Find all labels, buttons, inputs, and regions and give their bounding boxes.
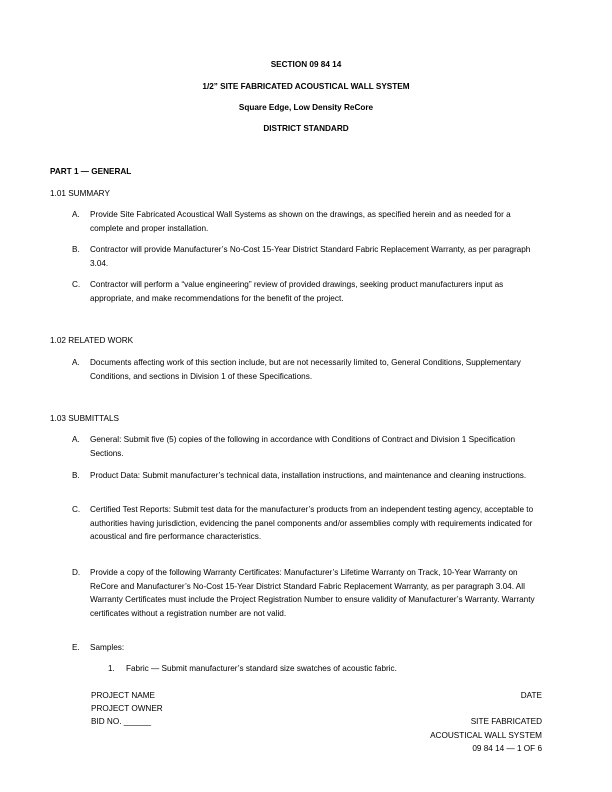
item-text: Provide Site Fabricated Acoustical Wall Systems as shown on the drawings, as specified herein and as needed for a complete and proper installation. bbox=[90, 210, 511, 233]
item-letter: C. bbox=[72, 505, 81, 514]
item-text: Samples: bbox=[90, 643, 125, 652]
item-text: General: Submit five (5) copies of the following in accordance with Conditions of Contract and Division 1 Specification Sections. bbox=[90, 435, 516, 458]
section-heading-summary: 1.01 SUMMARY bbox=[50, 189, 110, 198]
item-text: Provide a copy of the following Warranty Certificates: Manufacturer’s Lifetime Warranty on Track, 10-Year Warranty on ReCore and Manufacturer’s No-Cost 15-Year District Standard Fabric Replacement Warranty, as per paragraph 3.04. All Warranty Certificates must include the Project Registration Number to ensure validity of Manufacturer’s Warranty. Warranty certificates without a registration number are not valid. bbox=[90, 568, 535, 618]
footer-bid-no: BID NO. ______ bbox=[91, 717, 152, 726]
item-letter: A. bbox=[72, 435, 80, 444]
item-letter: C. bbox=[72, 280, 81, 289]
document-subtitle: Square Edge, Low Density ReCore bbox=[238, 103, 374, 112]
sample-number: 1. bbox=[108, 664, 115, 673]
footer-doc-title-line1: SITE FABRICATED bbox=[470, 717, 542, 726]
district-standard: DISTRICT STANDARD bbox=[263, 124, 349, 133]
document-title: 1/2” SITE FABRICATED ACOUSTICAL WALL SYSTEM bbox=[202, 82, 410, 91]
item-text: Documents affecting work of this section include, but are not necessarily limited to, General Conditions, Supplementary Conditions, and sections in Division 1 of these Specifications. bbox=[90, 358, 521, 381]
item-text: Certified Test Reports: Submit test data for the manufacturer’s products from an independent testing agency, acceptable to authorities having jurisdiction, evidencing the panel components and/or assemblies comply with requirements indicated for acoustical and fire performance characteristics. bbox=[90, 505, 534, 541]
footer-project-owner: PROJECT OWNER bbox=[91, 704, 163, 713]
footer-date: DATE bbox=[520, 691, 542, 700]
footer-doc-title-line2: ACOUSTICAL WALL SYSTEM bbox=[430, 731, 542, 740]
section-number: SECTION 09 84 14 bbox=[270, 60, 342, 69]
item-letter: A. bbox=[72, 358, 80, 367]
footer-project-name: PROJECT NAME bbox=[91, 691, 155, 700]
item-letter: E. bbox=[72, 643, 80, 652]
item-letter: B. bbox=[72, 245, 80, 254]
footer-page-number: 09 84 14 — 1 OF 6 bbox=[472, 744, 542, 753]
item-letter: A. bbox=[72, 210, 80, 219]
section-heading-submittals: 1.03 SUBMITTALS bbox=[50, 414, 120, 423]
section-heading-related-work: 1.02 RELATED WORK bbox=[50, 336, 134, 345]
item-text: Contractor will perform a “value engineering” review of provided drawings, seeking product manufacturers input as appropriate, and make recommendations for the benefit of the project. bbox=[90, 280, 504, 303]
part-heading: PART 1 — GENERAL bbox=[50, 167, 132, 176]
item-text: Product Data: Submit manufacturer’s technical data, installation instructions, and maintenance and cleaning instructions. bbox=[90, 471, 527, 480]
item-letter: B. bbox=[72, 471, 80, 480]
sample-text: Fabric — Submit manufacturer’s standard size swatches of acoustic fabric. bbox=[126, 664, 397, 673]
item-letter: D. bbox=[72, 568, 81, 577]
item-text: Contractor will provide Manufacturer’s No-Cost 15-Year District Standard Fabric Replacement Warranty, as per paragraph 3.04. bbox=[90, 245, 531, 268]
